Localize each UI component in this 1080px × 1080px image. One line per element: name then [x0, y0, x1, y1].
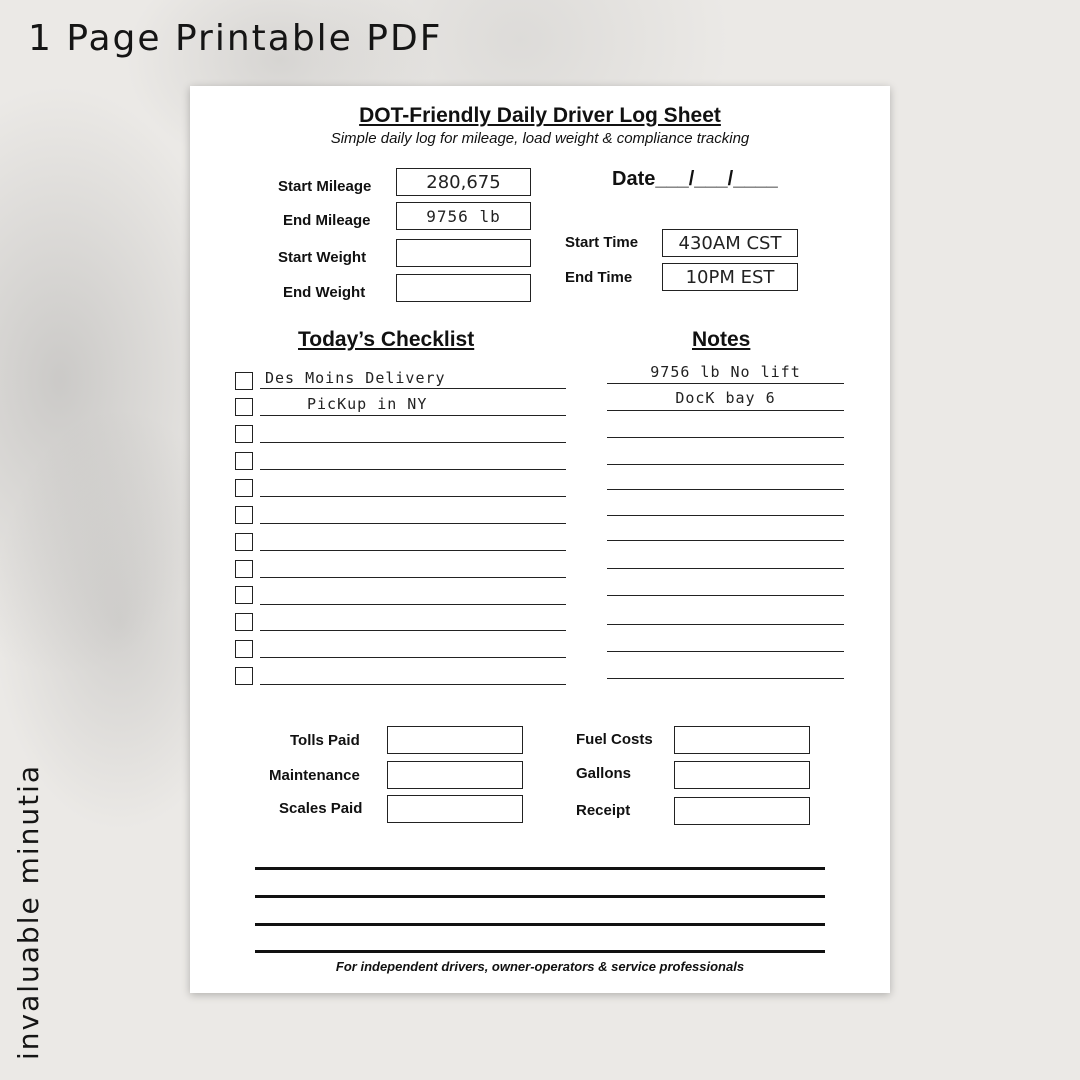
brand-watermark: invaluable minutia	[12, 763, 45, 1060]
checklist-line	[260, 469, 566, 470]
scales-paid-field[interactable]	[387, 795, 523, 823]
checklist-line	[260, 415, 566, 416]
checklist-heading: Today’s Checklist	[298, 328, 475, 351]
checklist-line	[260, 657, 566, 658]
sheet-subtitle: Simple daily log for mileage, load weight & compliance tracking	[330, 130, 750, 147]
gallons-label: Gallons	[576, 765, 632, 782]
start-mileage-field[interactable]: 280,675	[396, 168, 531, 196]
checkbox[interactable]	[235, 667, 253, 685]
end-time-label: End Time	[565, 269, 633, 286]
fuel-costs-field[interactable]	[674, 726, 810, 754]
end-mileage-label: End Mileage	[283, 212, 371, 229]
checklist-line	[260, 550, 566, 551]
start-weight-field[interactable]	[396, 239, 531, 267]
notes-line	[607, 651, 844, 652]
note-text[interactable]: DocK bay 6	[675, 389, 776, 407]
gallons-field[interactable]	[674, 761, 810, 789]
checkbox[interactable]	[235, 372, 253, 390]
end-weight-field[interactable]	[396, 274, 531, 302]
tolls-paid-field[interactable]	[387, 726, 523, 754]
end-time-field[interactable]: 10PM EST	[662, 263, 798, 291]
banner-title: 1 Page Printable PDF	[28, 18, 443, 59]
scales-paid-label: Scales Paid	[279, 800, 363, 817]
end-weight-label: End Weight	[283, 284, 366, 301]
tolls-paid-label: Tolls Paid	[290, 732, 360, 749]
notes-heading: Notes	[692, 328, 751, 351]
maintenance-field[interactable]	[387, 761, 523, 789]
start-weight-label: Start Weight	[278, 249, 367, 266]
checkbox[interactable]	[235, 533, 253, 551]
checklist-line	[260, 577, 566, 578]
checkbox[interactable]	[235, 479, 253, 497]
checkbox[interactable]	[235, 613, 253, 631]
start-time-field[interactable]: 430AM CST	[662, 229, 798, 257]
checklist-line	[260, 496, 566, 497]
checklist-line	[260, 630, 566, 631]
checkbox[interactable]	[235, 425, 253, 443]
notes-line	[607, 515, 844, 516]
log-sheet	[190, 86, 890, 993]
checklist-line	[260, 388, 566, 389]
notes-line	[607, 489, 844, 490]
end-mileage-field[interactable]: 9756 lb	[396, 202, 531, 230]
checklist-line	[260, 523, 566, 524]
checklist-line	[260, 684, 566, 685]
writing-line	[255, 867, 825, 870]
notes-line	[607, 678, 844, 679]
writing-line	[255, 950, 825, 953]
checklist-line	[260, 442, 566, 443]
checkbox[interactable]	[235, 398, 253, 416]
date-field[interactable]: Date___/___/____	[612, 168, 778, 190]
notes-line	[607, 568, 844, 569]
checklist-line	[260, 604, 566, 605]
notes-line	[607, 383, 844, 384]
checkbox[interactable]	[235, 452, 253, 470]
notes-line	[607, 464, 844, 465]
notes-line	[607, 540, 844, 541]
start-mileage-label: Start Mileage	[278, 178, 372, 195]
checkbox[interactable]	[235, 586, 253, 604]
receipt-label: Receipt	[576, 802, 631, 819]
receipt-field[interactable]	[674, 797, 810, 825]
checkbox[interactable]	[235, 560, 253, 578]
sheet-title: DOT-Friendly Daily Driver Log Sheet	[359, 104, 721, 127]
writing-line	[255, 895, 825, 898]
sheet-footer: For independent drivers, owner-operators & service professionals	[335, 959, 745, 974]
writing-line	[255, 923, 825, 926]
notes-line	[607, 624, 844, 625]
maintenance-label: Maintenance	[269, 767, 360, 784]
notes-line	[607, 437, 844, 438]
checkbox[interactable]	[235, 506, 253, 524]
checkbox[interactable]	[235, 640, 253, 658]
fuel-costs-label: Fuel Costs	[576, 731, 653, 748]
note-text[interactable]: 9756 lb No lift	[650, 363, 801, 381]
checklist-item[interactable]: Des Moins Delivery	[265, 369, 446, 387]
notes-line	[607, 410, 844, 411]
checklist-item[interactable]: PicKup in NY	[307, 395, 428, 413]
start-time-label: Start Time	[565, 234, 639, 251]
notes-line	[607, 595, 844, 596]
